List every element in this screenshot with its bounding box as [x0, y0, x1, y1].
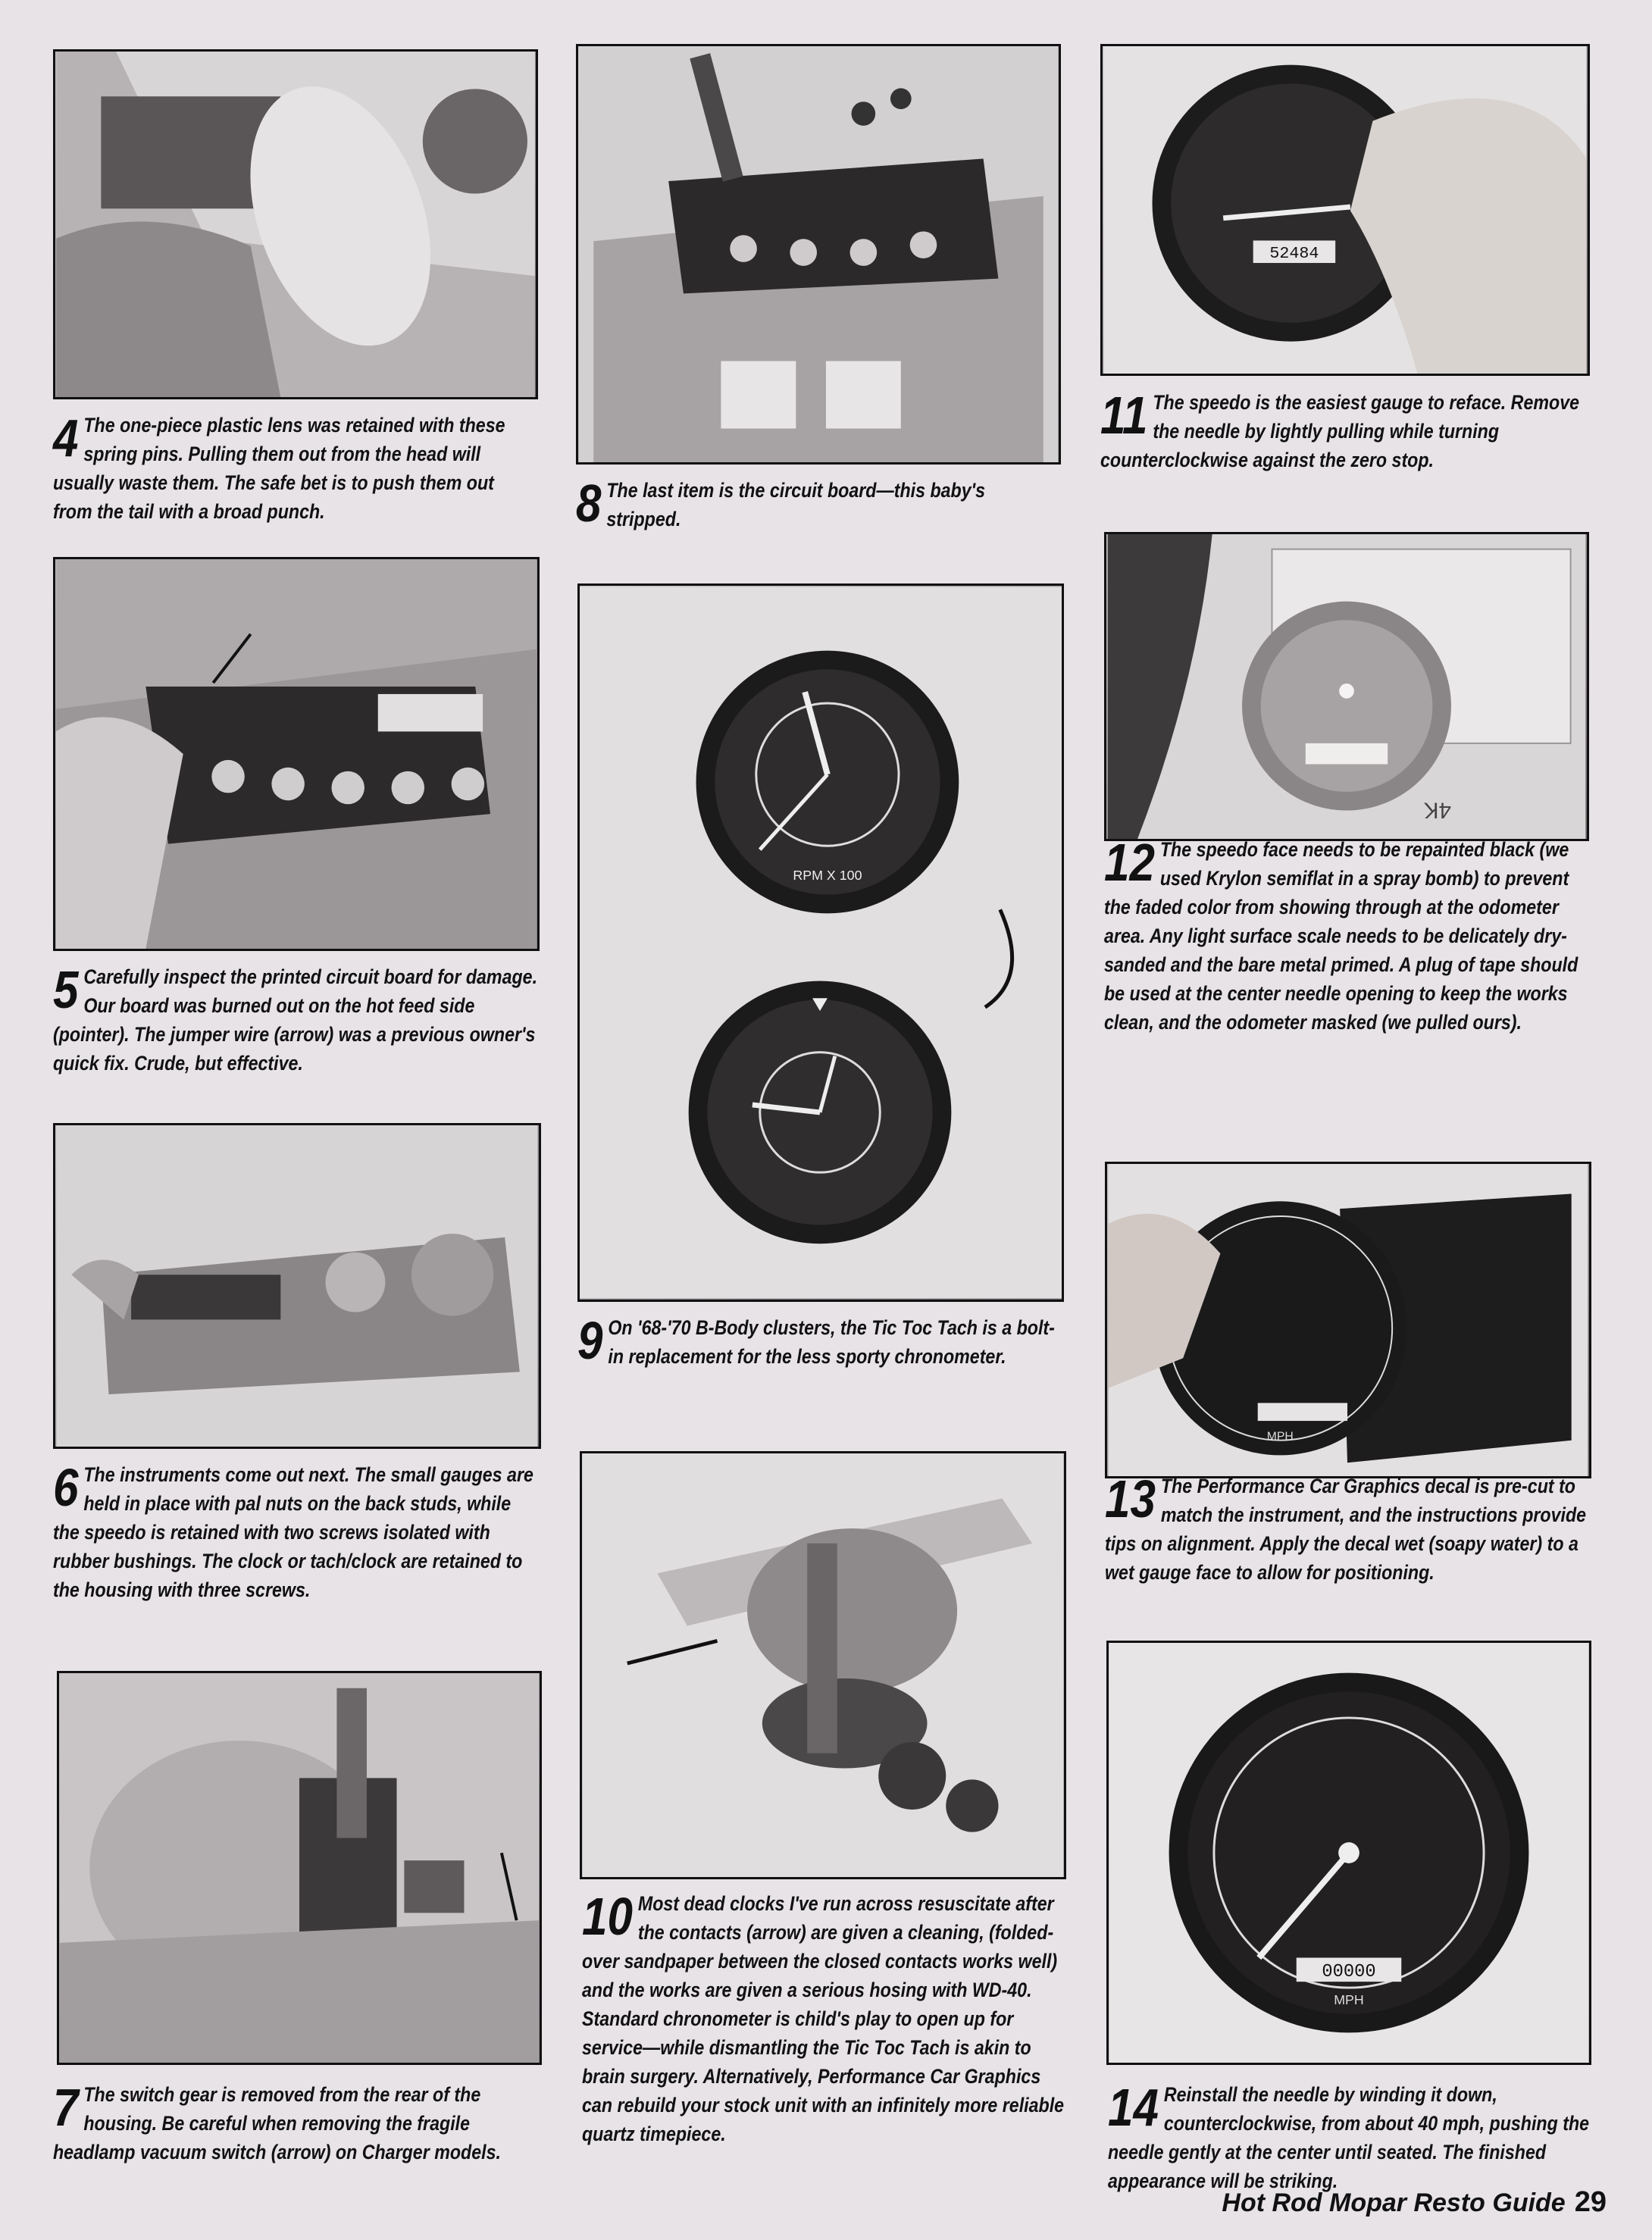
photo-step-9 — [577, 583, 1064, 1302]
lens-pins-illustration — [55, 52, 536, 397]
clock-movement-illustration — [582, 1453, 1064, 1877]
step-number: 14 — [1108, 2078, 1159, 2137]
caption-step-11 — [1100, 388, 1585, 474]
stripped-board-illustration — [578, 46, 1059, 462]
speedo-mph-label: MPH — [1334, 1991, 1364, 2007]
photo-step-11 — [1100, 44, 1590, 376]
caption-step-4 — [53, 408, 538, 526]
photo-step-12 — [1104, 532, 1589, 841]
odometer-reading-new: 00000 — [1322, 1962, 1376, 1983]
circuit-board-illustration — [55, 559, 537, 949]
caption-step-6 — [53, 1460, 538, 1604]
photo-step-10 — [580, 1451, 1066, 1879]
step-number: 10 — [582, 1887, 633, 1946]
instrument-housing-illustration — [55, 1125, 539, 1447]
caption-step-5 — [53, 962, 538, 1078]
speedo-repaint-illustration — [1106, 534, 1587, 839]
page-footer — [1222, 2186, 1607, 2219]
photo-step-7 — [57, 1671, 542, 2065]
step-number: 8 — [576, 474, 602, 533]
tach-rpm-label: RPM X 100 — [793, 867, 862, 883]
tape-marking: 4K — [1423, 797, 1451, 823]
caption-text: The last item is the circuit board—this baby's stripped. — [606, 479, 986, 530]
caption-step-12 — [1104, 835, 1589, 1037]
caption-text: Most dead clocks I've run across resuscitate after the contacts (arrow) are given a cleaning, (folded-over sandpaper between the closed contacts works well) and the works are given a serious hosing with WD-40. Standard chronometer is child's play to open up for service—while dismantling the Tic Toc Tach is akin to brain surgery. Alternatively, Performance Car Graphics can rebuild your stock unit with an infinitely more reliable quartz timepiece. — [582, 1892, 1065, 2145]
finished-speedo-illustration — [1109, 1643, 1589, 2063]
step-number: 5 — [53, 960, 79, 1019]
step-number: 4 — [53, 408, 79, 468]
caption-step-13 — [1105, 1469, 1590, 1587]
decal-mph-label: MPH — [1266, 1430, 1294, 1444]
step-number: 13 — [1105, 1469, 1156, 1528]
photo-step-5 — [53, 557, 540, 951]
step-number: 9 — [577, 1311, 603, 1370]
tach-and-clock-illustration — [580, 586, 1062, 1300]
caption-text: Reinstall the needle by winding it down, counterclockwise, from about 40 mph, pushing the needle gently at the center until seated. The finished appearance will be striking. — [1108, 2083, 1590, 2192]
publication-title: Hot Rod Mopar Resto Guide — [1222, 2188, 1566, 2217]
decal-illustration — [1107, 1164, 1589, 1476]
caption-step-10 — [582, 1889, 1067, 2148]
caption-text: The instruments come out next. The small gauges are held in place with pal nuts on the back studs, while the speedo is retained with two screws isolated with rubber bushings. The clock or tach/clock are retained to the housing with three screws. — [53, 1463, 533, 1601]
step-number: 7 — [53, 2078, 79, 2137]
speedo-needle-removal-illustration — [1103, 46, 1588, 374]
caption-step-14 — [1108, 2080, 1593, 2195]
caption-step-9 — [577, 1313, 1062, 1371]
step-number: 12 — [1104, 833, 1155, 892]
caption-text: The speedo is the easiest gauge to reface. Remove the needle by lightly pulling while turning counterclockwise against the zero stop. — [1100, 391, 1580, 471]
caption-text: The switch gear is removed from the rear of the housing. Be careful when removing the fragile headlamp vacuum switch (arrow) on Charger models. — [53, 2083, 501, 2163]
step-number: 6 — [53, 1458, 79, 1517]
photo-step-4 — [53, 49, 538, 399]
caption-step-7 — [53, 2080, 538, 2166]
caption-step-8 — [576, 476, 1061, 533]
photo-step-13 — [1105, 1162, 1591, 1478]
caption-text: The Performance Car Graphics decal is pre-cut to match the instrument, and the instructions provide tips on alignment. Apply the decal wet (soapy water) to a wet gauge face to allow for positioning. — [1105, 1475, 1587, 1584]
odometer-reading: 52484 — [1269, 244, 1319, 264]
caption-text: The one-piece plastic lens was retained with these spring pins. Pulling them out from the head will usually waste them. The safe bet is to push them out from the tail with a broad punch. — [53, 414, 505, 523]
switch-gear-illustration — [59, 1673, 540, 2063]
caption-text: The speedo face needs to be repainted black (we used Krylon semiflat in a spray bomb) to prevent the faded color from showing through at the odometer area. Any light surface scale needs to be delicately dry-sanded and the bare metal primed. A plug of tape should be used at the center needle opening to keep the works clean, and the odometer masked (we pulled ours). — [1104, 838, 1578, 1034]
step-number: 11 — [1100, 386, 1148, 445]
page-number: 29 — [1574, 2186, 1607, 2218]
photo-step-8 — [576, 44, 1061, 465]
caption-text: On '68-'70 B-Body clusters, the Tic Toc Tach is a bolt-in replacement for the less sporty chronometer. — [608, 1316, 1055, 1368]
caption-text: Carefully inspect the printed circuit board for damage. Our board was burned out on the hot feed side (pointer). The jumper wire (arrow) was a previous owner's quick fix. Crude, but effective. — [53, 965, 538, 1075]
photo-step-6 — [53, 1123, 541, 1449]
photo-step-14 — [1106, 1641, 1591, 2065]
